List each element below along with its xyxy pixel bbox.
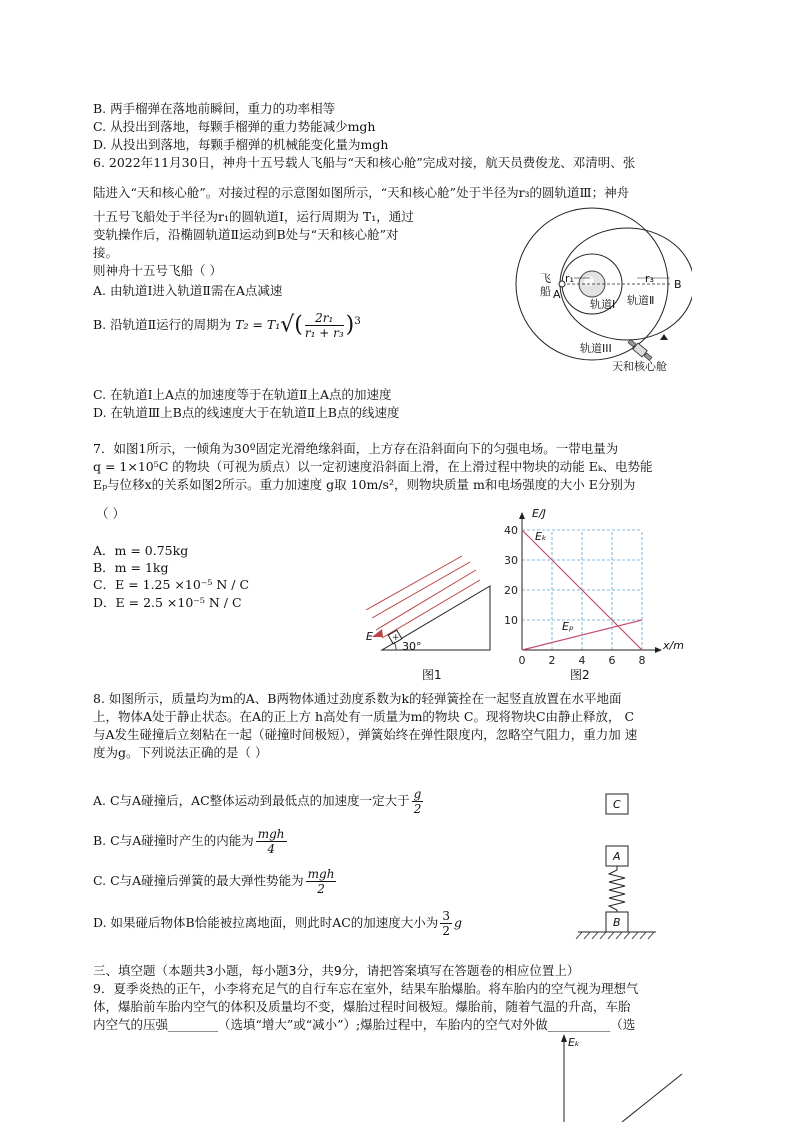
q8-option-d-suffix: g bbox=[453, 915, 462, 930]
chart-xtick-4: 8 bbox=[638, 654, 646, 666]
chart-ytick-2: 30 bbox=[504, 554, 518, 567]
energy-chart bbox=[500, 506, 690, 666]
block-plus-sign: + bbox=[392, 633, 400, 643]
q7-option-d: D．E = 2.5 ×10⁻⁵ N / C bbox=[93, 595, 242, 610]
q8-option-c-num: mgh bbox=[307, 867, 335, 881]
q8-option-d-text: D. 如果碰后物体B恰能被拉离地面，则此时AC的加速度大小为 bbox=[93, 915, 439, 930]
q7-answer-paren: （ ） bbox=[96, 506, 125, 521]
q8-option-d bbox=[93, 908, 462, 938]
q7-option-c: C．E = 1.25 ×10⁻⁵ N / C bbox=[93, 577, 250, 592]
q8-option-a-num: g bbox=[413, 787, 422, 801]
chart-ylabel: E/J bbox=[532, 507, 546, 520]
q5-option-b: B. 两手榴弹在落地前瞬间，重力的功率相等 bbox=[93, 101, 336, 116]
q6-option-b-exp: 3 bbox=[354, 315, 361, 327]
orbit-arrow bbox=[660, 334, 668, 340]
q6-option-b-lhs: T₂ = T₁ bbox=[235, 317, 281, 333]
q7-stem-line3: Eₚ与位移x的关系如图2所示。重力加速度 g取 10m/s²，则物块质量 m和电场强度的大小 E分别为 bbox=[93, 477, 636, 492]
q6-option-b-prefix: B. 沿轨道Ⅱ运行的周期为 bbox=[93, 317, 232, 333]
q8-option-b-num: mgh bbox=[257, 827, 285, 841]
orbit-label-orbit-iii: 轨道III bbox=[580, 342, 612, 355]
q6-stem-line2: 陆进入“天和核心舱”。对接过程的示意图如图所示，“天和核心舱”处于半径为r₃的圆轨道Ⅲ；神舟 bbox=[93, 185, 630, 200]
q6-question: 则神舟十五号飞船（ ） bbox=[93, 263, 222, 278]
figure2-caption: 图2 bbox=[570, 668, 590, 682]
q8-option-a-text: A. C与A碰撞后，AC整体运动到最低点的加速度一定大于 bbox=[93, 793, 410, 808]
field-arrow bbox=[372, 629, 383, 637]
chart-xtick-1: 2 bbox=[548, 654, 556, 666]
q8-stem-line3: 与A发生碰撞后立刻粘在一起（碰撞时间极短），弹簧始终在弹性限度内，忽略空气阻力，重力加 速 bbox=[93, 727, 638, 742]
q6-stem-line4: 变轨操作后，沿椭圆轨道Ⅱ运动到B处与“天和核心舱”对 bbox=[93, 227, 399, 242]
orbit-label-station: 天和核心舱 bbox=[612, 360, 667, 373]
orbit-label-orbit-i: 轨道Ⅰ bbox=[590, 298, 616, 311]
chart-xtick-0: 0 bbox=[518, 654, 526, 666]
q6-option-b: B. 沿轨道Ⅱ运行的周期为 T₂ = T₁√( $\frac{\text{2r₁}}{\text{r₁ + r₃}}$ )$^3$ bbox=[93, 311, 361, 341]
chart-series-label-ep: Eₚ bbox=[562, 620, 574, 633]
chart-ytick-1: 20 bbox=[504, 584, 518, 597]
orbit-label-ship: 飞船 bbox=[540, 272, 551, 298]
q6-option-a: A. 由轨道Ⅰ进入轨道Ⅱ需在A点减速 bbox=[93, 283, 283, 298]
orbit-label-b: B bbox=[674, 278, 682, 291]
chart-xtick-2: 4 bbox=[578, 654, 586, 666]
incline-label-e: E bbox=[366, 630, 373, 643]
q8-option-c bbox=[93, 866, 338, 896]
q8-option-a-den: 2 bbox=[413, 802, 422, 816]
q6-stem-line1: 6. 2022年11月30日，神舟十五号载人飞船与“天和核心舱”完成对接，航天员费俊龙、邓清明、张 bbox=[93, 155, 636, 170]
q8-option-d-den: 2 bbox=[442, 924, 450, 938]
spring bbox=[609, 866, 625, 912]
section3-heading: 三、填空题（本题共3小题，每小题3分，共9分，请把答案填写在答题卷的相应位置上） bbox=[93, 963, 580, 978]
q8-option-b-text: B. C与A碰撞时产生的内能为 bbox=[93, 833, 254, 848]
chart-y-axis-arrow bbox=[519, 512, 525, 519]
chart-xlabel: x/m bbox=[663, 639, 684, 652]
q8-stem-line2: 上，物体A处于静止状态。在A的正上方 h高处有一质量为m的物块 C。现将物块C由静止释放， C bbox=[93, 709, 635, 724]
field-line-3 bbox=[376, 570, 476, 630]
orbit-label-orbit-ii: 轨道Ⅱ bbox=[627, 294, 655, 307]
q9-line1: 9．夏季炎热的正午，小李将充足气的自行车忘在室外，结果车胎爆胎。将车胎内的空气视为理想气 bbox=[93, 981, 639, 996]
q5-option-d: D. 从投出到落地，每颗手榴弹的机械能变化量为mgh bbox=[93, 137, 389, 152]
chart-series-label-ek: Eₖ bbox=[535, 530, 547, 543]
spring-label-c: C bbox=[613, 798, 621, 811]
q7-option-a: A．m = 0.75kg bbox=[93, 543, 189, 558]
chart-xtick-3: 6 bbox=[608, 654, 616, 666]
angle-arc bbox=[394, 642, 396, 650]
q7-stem-line2: q = 1×10⁵C 的物块（可视为质点）以一定初速度沿斜面上滑，在上滑过程中物块的动能 Eₖ、电势能 bbox=[93, 459, 653, 474]
q8-option-c-den: 2 bbox=[317, 882, 325, 896]
orbit-label-r3: r₃ bbox=[645, 272, 654, 285]
q8-option-a bbox=[93, 786, 425, 816]
q6-option-b-den: r₁ + r₃ bbox=[304, 326, 344, 341]
field-line-4 bbox=[382, 580, 480, 638]
figure1-caption: 图1 bbox=[422, 668, 442, 682]
orbit-label-a: A bbox=[553, 288, 561, 301]
orbit-label-r1: r₁ bbox=[565, 272, 574, 285]
q8-stem-line4: 度为g。下列说法正确的是（ ） bbox=[93, 745, 268, 760]
q8-option-b bbox=[93, 826, 289, 856]
q6-option-d: D. 在轨道Ⅲ上B点的线速度大于在轨道Ⅱ上B点的线速度 bbox=[93, 405, 400, 420]
incline-label-angle: 30° bbox=[402, 640, 422, 653]
q8-option-c-text: C. C与A碰撞后弹簧的最大弹性势能为 bbox=[93, 873, 304, 888]
q8-stem-line1: 8. 如图所示，质量均为m的A、B两物体通过劲度系数为k的轻弹簧拴在一起竖直放置在水平地面 bbox=[93, 691, 622, 706]
chart-x-axis-arrow bbox=[655, 647, 662, 653]
q9-line2: 体，爆胎前车胎内空气的体积及质量均不变，爆胎过程时间极短。爆胎前，随着气温的升高，车胎 bbox=[93, 999, 631, 1014]
q7-option-b: B．m = 1kg bbox=[93, 560, 169, 575]
earth-highlight bbox=[584, 276, 594, 286]
ek-y-arrow bbox=[561, 1034, 567, 1042]
chart-ytick-0: 10 bbox=[504, 614, 518, 627]
q6-stem-line5: 接。 bbox=[93, 245, 119, 260]
q7-stem-line1: 7．如图1所示，一倾角为30º固定光滑绝缘斜面，上方存在沿斜面向下的匀强电场。一带电量为 bbox=[93, 441, 619, 456]
q8-option-d-num: 3 bbox=[442, 909, 450, 923]
q6-option-c: C. 在轨道Ⅰ上A点的加速度等于在轨道Ⅱ上A点的加速度 bbox=[93, 387, 392, 402]
spring-label-a: A bbox=[613, 850, 621, 863]
q5-option-c: C. 从投出到落地，每颗手榴弹的重力势能减少mgh bbox=[93, 119, 376, 134]
q6-option-b-num: 2r₁ bbox=[305, 311, 344, 326]
incline-figure bbox=[362, 526, 497, 656]
field-line-2 bbox=[372, 562, 470, 618]
q8-option-b-den: 4 bbox=[267, 842, 275, 856]
chart-ytick-3: 40 bbox=[504, 524, 518, 537]
field-line-1 bbox=[366, 556, 462, 610]
q9-line3: 内空气的压强________（选填“增大”或“减小”）;爆胎过程中，车胎内的空气对外做__________（选 bbox=[93, 1017, 636, 1032]
ek-line bbox=[622, 1074, 682, 1122]
ground-hatch bbox=[576, 932, 654, 939]
q6-stem-line3: 十五号飞船处于半径为r₁的圆轨道Ⅰ，运行周期为 T₁，通过 bbox=[93, 209, 414, 224]
ek-axis-label: Eₖ bbox=[568, 1036, 580, 1049]
spring-label-b: B bbox=[613, 916, 621, 929]
